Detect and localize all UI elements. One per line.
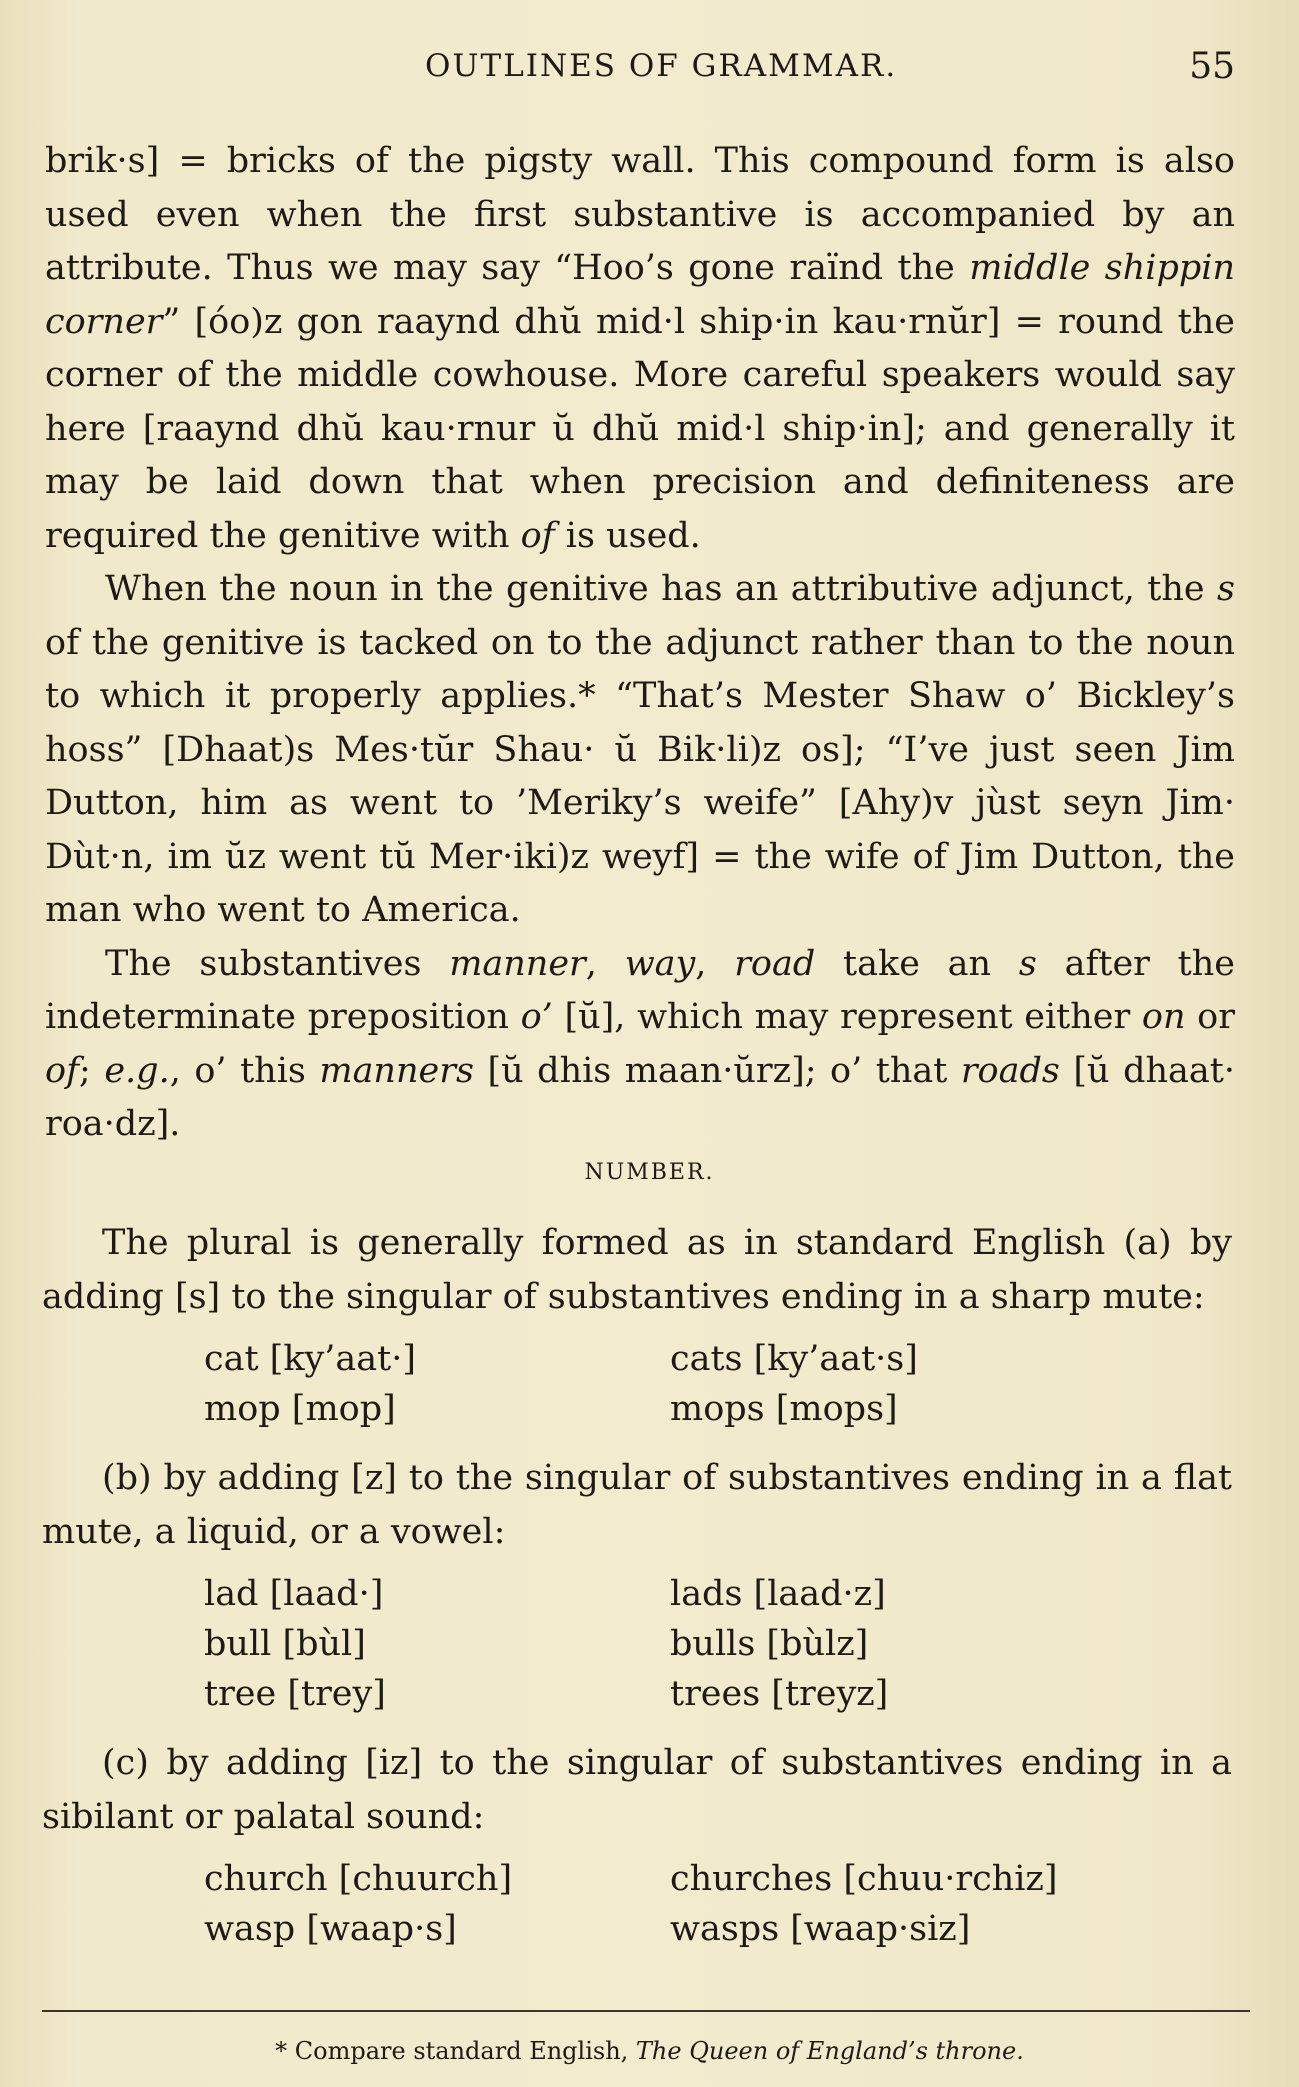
example-row <box>42 1569 1232 1619</box>
rule-c: (c) by adding [iz] to the singular of substantives ending in a sibilant or palatal sound: <box>42 1743 1232 1837</box>
example-row <box>42 1854 1232 1904</box>
examples-c <box>42 1854 1232 1954</box>
page-number: 55 <box>1189 46 1235 87</box>
examples-a <box>42 1334 1232 1434</box>
page-header <box>0 48 1299 92</box>
example-row <box>42 1619 1232 1669</box>
footnote-divider <box>42 2010 1250 2012</box>
example-row <box>42 1334 1232 1384</box>
example-singular: lad [laad·] <box>204 1574 384 1614</box>
main-text <box>45 135 1235 1152</box>
example-plural: bulls [bùlz] <box>670 1624 869 1664</box>
example-plural: churches [chuu·rchiz] <box>670 1859 1058 1899</box>
example-singular: tree [trey] <box>204 1674 386 1714</box>
example-row <box>42 1384 1232 1434</box>
example-plural: cats [ky’aat·s] <box>670 1339 918 1379</box>
example-plural: mops [mops] <box>670 1389 898 1429</box>
running-head: OUTLINES OF GRAMMAR. <box>425 48 898 84</box>
example-singular: mop [mop] <box>204 1389 396 1429</box>
rule-b: (b) by adding [z] to the singular of substantives ending in a flat mute, a liquid, or a vowel: <box>42 1458 1232 1552</box>
footnote: * Compare standard English, The Queen of England’s throne. <box>275 2037 1024 2065</box>
rule-a: The plural is generally formed as in standard English (a) by adding [s] to the singular of substantives ending in a sharp mute: <box>42 1223 1232 1317</box>
example-row <box>42 1669 1232 1719</box>
example-plural: lads [laad·z] <box>670 1574 886 1614</box>
examples-b <box>42 1569 1232 1719</box>
example-plural: wasps [waap·siz] <box>670 1909 971 1949</box>
paragraph-compound-form: brik·s] = bricks of the pigsty wall. This compound form is also used even when the first substantive is accompanied by an attribute. Thus we may say “Hoo’s gone raïnd the middle shippin corner” [óo)z gon raaynd dhŭ mid·l ship·in kau·rnŭr] = round the corner of the middle cowhouse. More careful speakers would say here [raaynd dhŭ kau·rnur ŭ dhŭ mid·l ship·in]; and generally it may be laid down that when precision and definiteness are required the genitive with of is used. <box>45 141 1236 556</box>
example-singular: church [chuurch] <box>204 1859 513 1899</box>
example-singular: bull [bùl] <box>204 1624 366 1664</box>
section-heading: NUMBER. <box>584 1160 715 1185</box>
paragraph-manner-way-road: The substantives manner, way, road take an s after the indeterminate preposition o’ [ŭ], which may represent either on or of; e.g., o’ this manners [ŭ dhis maan·ŭrz]; o’ that roads [ŭ dhaat· roa·dz]. <box>45 943 1235 1144</box>
example-singular: wasp [waap·s] <box>204 1909 457 1949</box>
number-section <box>42 1217 1232 1972</box>
example-plural: trees [treyz] <box>670 1674 889 1714</box>
paragraph-genitive-adjunct: When the noun in the genitive has an attributive adjunct, the s of the genitive is tacked on to the adjunct rather than to the noun to which it properly applies.* “That’s Mester Shaw o’ Bickley’s hoss” [Dhaat)s Mes·tŭr Shau· ŭ Bik·li)z os]; “I’ve just seen Jim Dutton, him as went to ’Meriky’s weife” [Ahy)v jùst seyn Jim· Dùt·n, im ŭz went tŭ Mer·iki)z weyf] = the wife of Jim Dutton, the man who went to America. <box>45 569 1235 930</box>
example-singular: cat [ky’aat·] <box>204 1339 416 1379</box>
example-row <box>42 1904 1232 1954</box>
